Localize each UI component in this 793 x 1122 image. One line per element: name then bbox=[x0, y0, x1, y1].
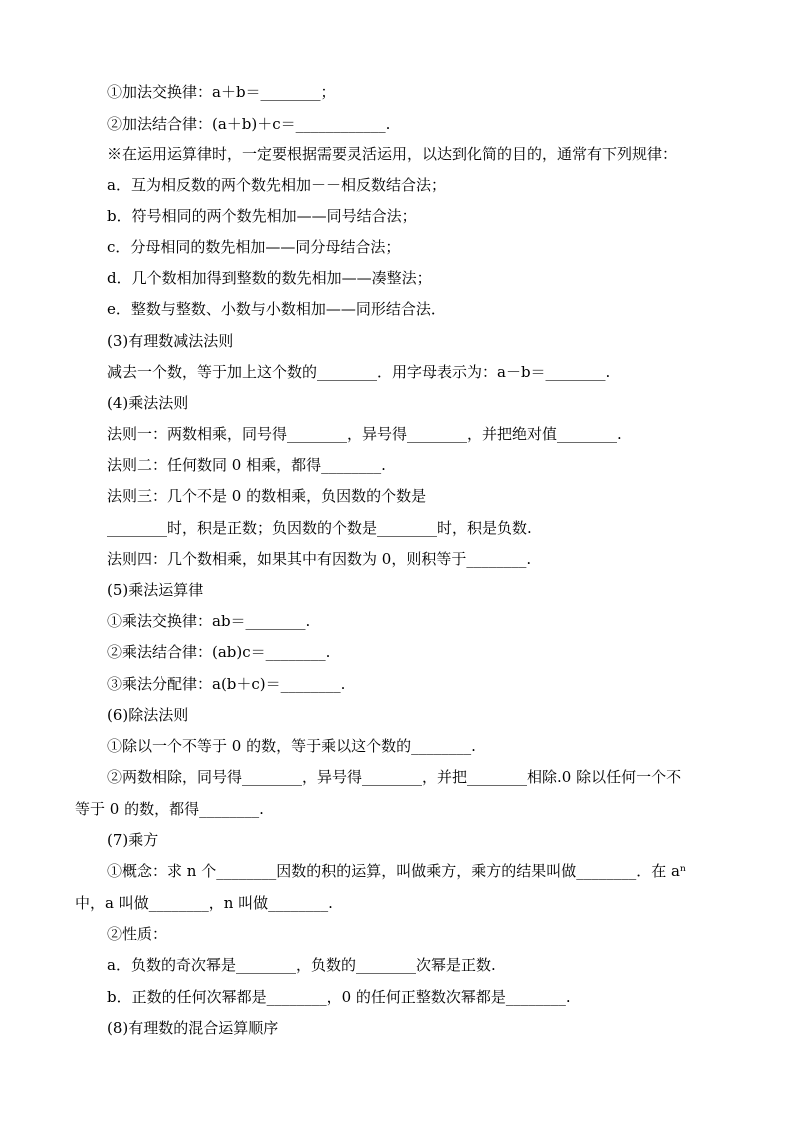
text-line: 中，a 叫做________，n 叫做________. bbox=[75, 894, 333, 912]
text-line: ③乘法分配律：a(b＋c)＝________. bbox=[107, 675, 346, 693]
text-line: ②加法结合律：(a＋b)＋c＝____________. bbox=[107, 115, 391, 133]
text-line: ①加法交换律：a＋b＝________； bbox=[107, 83, 336, 101]
text-line: ①乘法交换律：ab＝________. bbox=[107, 612, 311, 630]
text-line: 等于 0 的数，都得________. bbox=[75, 800, 264, 818]
section-heading: (4)乘法法则 bbox=[107, 394, 189, 412]
text-line: a．互为相反数的两个数先相加－－相反数结合法； bbox=[107, 176, 446, 194]
text-line: d．几个数相加得到整数的数先相加——凑整法； bbox=[107, 269, 432, 287]
text-line: a．负数的奇次幂是________，负数的________次幂是正数. bbox=[107, 956, 496, 974]
section-heading: (6)除法法则 bbox=[107, 706, 189, 724]
text-line: ※在运用运算律时，一定要根据需要灵活运用，以达到化简的目的，通常有下列规律： bbox=[107, 145, 678, 163]
text-line: ________时，积是正数；负因数的个数是________时，积是负数. bbox=[107, 519, 532, 537]
text-line: ②性质： bbox=[107, 925, 168, 943]
text-line: 法则三：几个不是 0 的数相乘，负因数的个数是 bbox=[107, 487, 427, 505]
text-line: e．整数与整数、小数与小数相加——同形结合法． bbox=[107, 300, 446, 318]
section-heading: (5)乘法运算律 bbox=[107, 581, 204, 599]
text-line: b．正数的任何次幂都是________，0 的任何正整数次幂都是________. bbox=[107, 988, 571, 1006]
text-line: 法则一：两数相乘，同号得________，异号得________，并把绝对值________. bbox=[107, 425, 622, 443]
text-line: c．分母相同的数先相加——同分母结合法； bbox=[107, 238, 401, 256]
text-line: ①除以一个不等于 0 的数，等于乘以这个数的________. bbox=[107, 737, 476, 755]
section-heading: (3)有理数减法法则 bbox=[107, 332, 234, 350]
section-heading: (7)乘方 bbox=[107, 831, 159, 849]
text-line: ②两数相除，同号得________，异号得________，并把________相除.0 除以任何一个不 bbox=[107, 768, 682, 786]
text-line: 法则四：几个数相乘，如果其中有因数为 0，则积等于________. bbox=[107, 550, 532, 568]
text-line: b．符号相同的两个数先相加——同号结合法； bbox=[107, 207, 417, 225]
text-line: ②乘法结合律：(ab)c＝________. bbox=[107, 643, 331, 661]
text-line: 法则二：任何数同 0 相乘，都得________. bbox=[107, 456, 386, 474]
text-line: 减去一个数，等于加上这个数的________．用字母表示为：a－b＝________. bbox=[107, 363, 611, 381]
section-heading: (8)有理数的混合运算顺序 bbox=[107, 1019, 279, 1037]
text-line: ①概念：求 n 个________因数的积的运算，叫做乘方，乘方的结果叫做________．在 aⁿ bbox=[107, 862, 687, 880]
